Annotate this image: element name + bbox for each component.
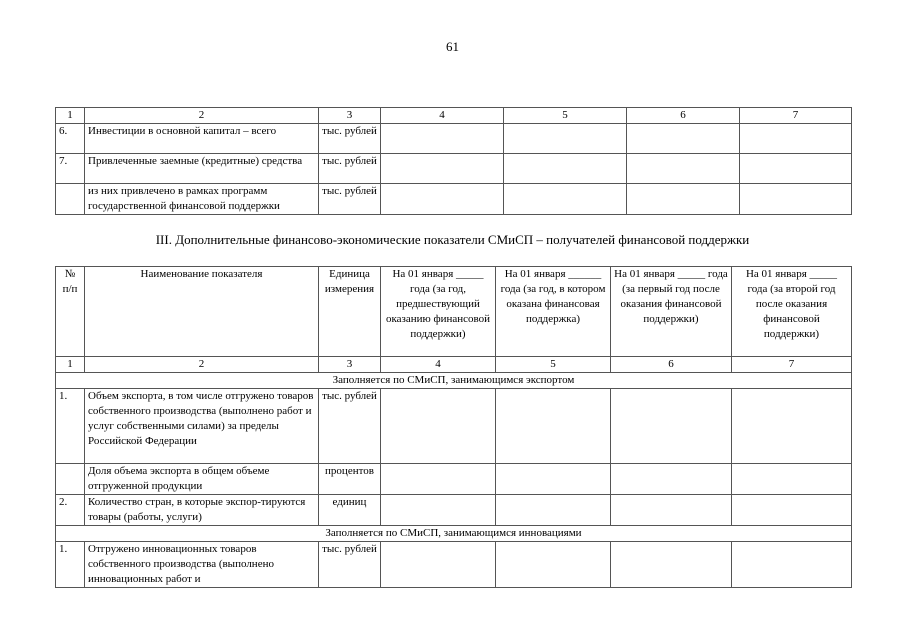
row-name: Инвестиции в основной капитал – всего bbox=[85, 124, 319, 154]
value-cell bbox=[504, 124, 627, 154]
value-cell bbox=[732, 389, 852, 464]
table-continuation bbox=[55, 107, 852, 215]
row-unit: тыс. рублей bbox=[319, 154, 381, 184]
value-cell bbox=[381, 389, 496, 464]
header-unit: Единица измерения bbox=[319, 267, 381, 357]
section-row-export bbox=[56, 373, 852, 389]
value-cell bbox=[740, 184, 852, 215]
table-header-numbers bbox=[56, 108, 852, 124]
section-label: Заполняется по СМиСП, занимающимся экспортом bbox=[56, 373, 852, 389]
value-cell bbox=[740, 154, 852, 184]
value-cell bbox=[627, 184, 740, 215]
value-cell bbox=[611, 542, 732, 588]
table-row bbox=[56, 542, 852, 588]
col-number: 4 bbox=[381, 108, 504, 124]
page-number: 61 bbox=[446, 39, 459, 54]
header-year-second-after: На 01 января _____ года (за второй год после оказания финансовой поддержки) bbox=[732, 267, 852, 357]
value-cell bbox=[496, 389, 611, 464]
row-number: 7. bbox=[56, 154, 85, 184]
header-year-before: На 01 января _____ года (за год, предшествующий оказанию финансовой поддержки) bbox=[381, 267, 496, 357]
value-cell bbox=[732, 495, 852, 526]
value-cell bbox=[732, 542, 852, 588]
value-cell bbox=[381, 154, 504, 184]
col-number: 7 bbox=[740, 108, 852, 124]
section-row-innovation bbox=[56, 526, 852, 542]
row-unit: тыс. рублей bbox=[319, 542, 381, 588]
value-cell bbox=[381, 495, 496, 526]
value-cell bbox=[381, 124, 504, 154]
col-number: 6 bbox=[627, 108, 740, 124]
table-row bbox=[56, 495, 852, 526]
row-name: Количество стран, в которые экспор-тируются товары (работы, услуги) bbox=[85, 495, 319, 526]
table-row bbox=[56, 389, 852, 464]
section-title: III. Дополнительные финансово-экономические показатели СМиСП – получателей финансовой поддержки bbox=[155, 232, 750, 247]
table-row bbox=[56, 154, 852, 184]
row-name: Доля объема экспорта в общем объеме отгруженной продукции bbox=[85, 464, 319, 495]
row-number bbox=[56, 184, 85, 215]
row-number: 1. bbox=[56, 542, 85, 588]
row-number: 1. bbox=[56, 389, 85, 464]
col-number: 3 bbox=[319, 108, 381, 124]
section-label: Заполняется по СМиСП, занимающимся инновациями bbox=[56, 526, 852, 542]
value-cell bbox=[504, 184, 627, 215]
value-cell bbox=[381, 464, 496, 495]
col-number: 1 bbox=[56, 108, 85, 124]
col-number: 1 bbox=[56, 357, 85, 373]
table-row bbox=[56, 184, 852, 215]
indicators-table bbox=[55, 266, 852, 588]
row-name: Отгружено инновационных товаров собственного производства (выполнено инновационных работ и bbox=[85, 542, 319, 588]
value-cell bbox=[496, 495, 611, 526]
row-unit: тыс. рублей bbox=[319, 184, 381, 215]
value-cell bbox=[381, 542, 496, 588]
row-name: Объем экспорта, в том числе отгружено товаров собственного производства (выполнено работ и услуг собственными силами) за пределы Российской Федерации bbox=[85, 389, 319, 464]
col-number: 7 bbox=[732, 357, 852, 373]
value-cell bbox=[381, 184, 504, 215]
header-name: Наименование показателя bbox=[85, 267, 319, 357]
value-cell bbox=[504, 154, 627, 184]
row-unit: тыс. рублей bbox=[319, 389, 381, 464]
row-name: Привлеченные заемные (кредитные) средства bbox=[85, 154, 319, 184]
row-name: из них привлечено в рамках программ государственной финансовой поддержки bbox=[85, 184, 319, 215]
row-unit: единиц bbox=[319, 495, 381, 526]
row-number: 2. bbox=[56, 495, 85, 526]
value-cell bbox=[627, 124, 740, 154]
col-number: 2 bbox=[85, 108, 319, 124]
col-number: 6 bbox=[611, 357, 732, 373]
header-year-first-after: На 01 января _____ года (за первый год после оказания финансовой поддержки) bbox=[611, 267, 732, 357]
row-unit: процентов bbox=[319, 464, 381, 495]
row-number bbox=[56, 464, 85, 495]
header-num: № п/п bbox=[56, 267, 85, 357]
table-row bbox=[56, 464, 852, 495]
col-number: 3 bbox=[319, 357, 381, 373]
table-header bbox=[56, 267, 852, 357]
value-cell bbox=[496, 464, 611, 495]
value-cell bbox=[611, 464, 732, 495]
col-number: 5 bbox=[504, 108, 627, 124]
col-number: 2 bbox=[85, 357, 319, 373]
value-cell bbox=[496, 542, 611, 588]
row-unit: тыс. рублей bbox=[319, 124, 381, 154]
value-cell bbox=[740, 124, 852, 154]
value-cell bbox=[611, 389, 732, 464]
value-cell bbox=[611, 495, 732, 526]
col-number: 5 bbox=[496, 357, 611, 373]
value-cell bbox=[732, 464, 852, 495]
table-row bbox=[56, 124, 852, 154]
col-number: 4 bbox=[381, 357, 496, 373]
table-header-numbers bbox=[56, 357, 852, 373]
row-number: 6. bbox=[56, 124, 85, 154]
value-cell bbox=[627, 154, 740, 184]
header-year-support: На 01 января ______ года (за год, в котором оказана финансовая поддержка) bbox=[496, 267, 611, 357]
